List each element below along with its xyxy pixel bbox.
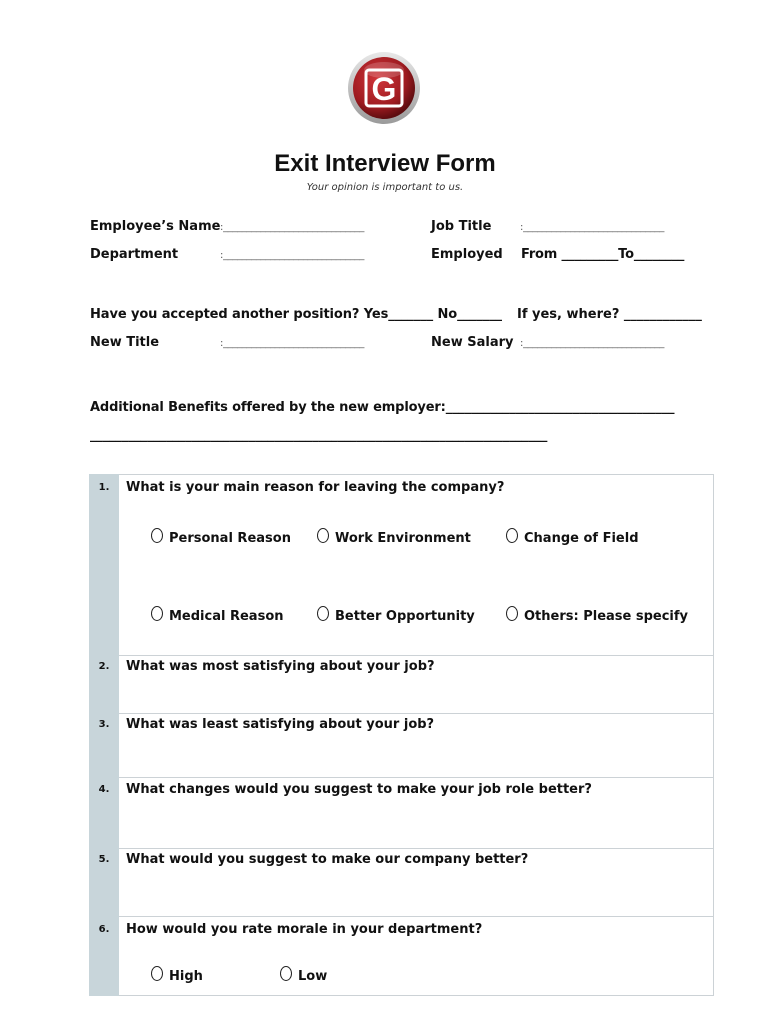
question-number: 6. (98, 924, 110, 935)
new-salary-field[interactable]: :______________________________ (520, 338, 665, 349)
option-medical-reason[interactable]: Medical Reason (151, 609, 284, 624)
employee-name-field[interactable]: :______________________________ (220, 222, 365, 233)
page-subtitle: Your opinion is important to us. (306, 182, 464, 193)
question-number: 3. (98, 719, 110, 730)
option-high[interactable]: High (151, 969, 203, 984)
accepted-position-question[interactable]: Have you accepted another position? Yes_______ No_______ (90, 307, 502, 322)
option-personal-reason[interactable]: Personal Reason (151, 531, 291, 546)
question-number: 5. (98, 854, 110, 865)
logo-letter: G (371, 71, 397, 107)
radio-icon[interactable] (506, 528, 518, 543)
employed-dates-field[interactable]: From _________To________ (521, 247, 685, 262)
company-logo (346, 48, 422, 132)
question-text: What changes would you suggest to make your job role better? (126, 782, 592, 797)
question-divider (119, 655, 714, 656)
question-number: 2. (98, 661, 110, 672)
question-text: What was most satisfying about your job? (126, 659, 435, 674)
option-work-environment[interactable]: Work Environment (317, 531, 471, 546)
department-field[interactable]: :______________________________ (220, 250, 365, 261)
question-text: What is your main reason for leaving the company? (126, 480, 505, 495)
radio-icon[interactable] (151, 606, 163, 621)
radio-icon[interactable] (317, 528, 329, 543)
new-title-label: New Title (90, 335, 160, 350)
department-label: Department (90, 247, 179, 262)
job-title-label: Job Title (431, 219, 492, 234)
option-change-of-field[interactable]: Change of Field (506, 531, 639, 546)
question-text: What would you suggest to make our company better? (126, 852, 529, 867)
question-text: How would you rate morale in your department? (126, 922, 483, 937)
question-number: 4. (98, 784, 110, 795)
new-salary-label: New Salary (431, 335, 514, 350)
radio-icon[interactable] (151, 966, 163, 981)
job-title-field[interactable]: :______________________________ (520, 222, 665, 233)
additional-benefits-line[interactable]: ________________________________________________________________________ (90, 428, 548, 443)
question-divider (119, 916, 714, 917)
question-number-column (89, 474, 119, 996)
option-others[interactable]: Others: Please specify (506, 609, 688, 624)
question-divider (119, 777, 714, 778)
if-yes-where-field[interactable]: If yes, where? ____________ (517, 307, 702, 322)
radio-icon[interactable] (151, 528, 163, 543)
additional-benefits-field[interactable]: Additional Benefits offered by the new employer:____________________________________ (90, 400, 675, 415)
question-text: What was least satisfying about your job? (126, 717, 435, 732)
page-title: Exit Interview Form (274, 150, 496, 177)
radio-icon[interactable] (280, 966, 292, 981)
radio-icon[interactable] (506, 606, 518, 621)
question-section (119, 474, 714, 996)
employee-name-label: Employee’s Name (90, 219, 221, 234)
new-title-field[interactable]: :______________________________ (220, 338, 365, 349)
radio-icon[interactable] (317, 606, 329, 621)
option-better-opportunity[interactable]: Better Opportunity (317, 609, 475, 624)
question-divider (119, 848, 714, 849)
question-number: 1. (98, 482, 110, 493)
option-low[interactable]: Low (280, 969, 327, 984)
question-divider (119, 713, 714, 714)
employed-label: Employed (431, 247, 503, 262)
